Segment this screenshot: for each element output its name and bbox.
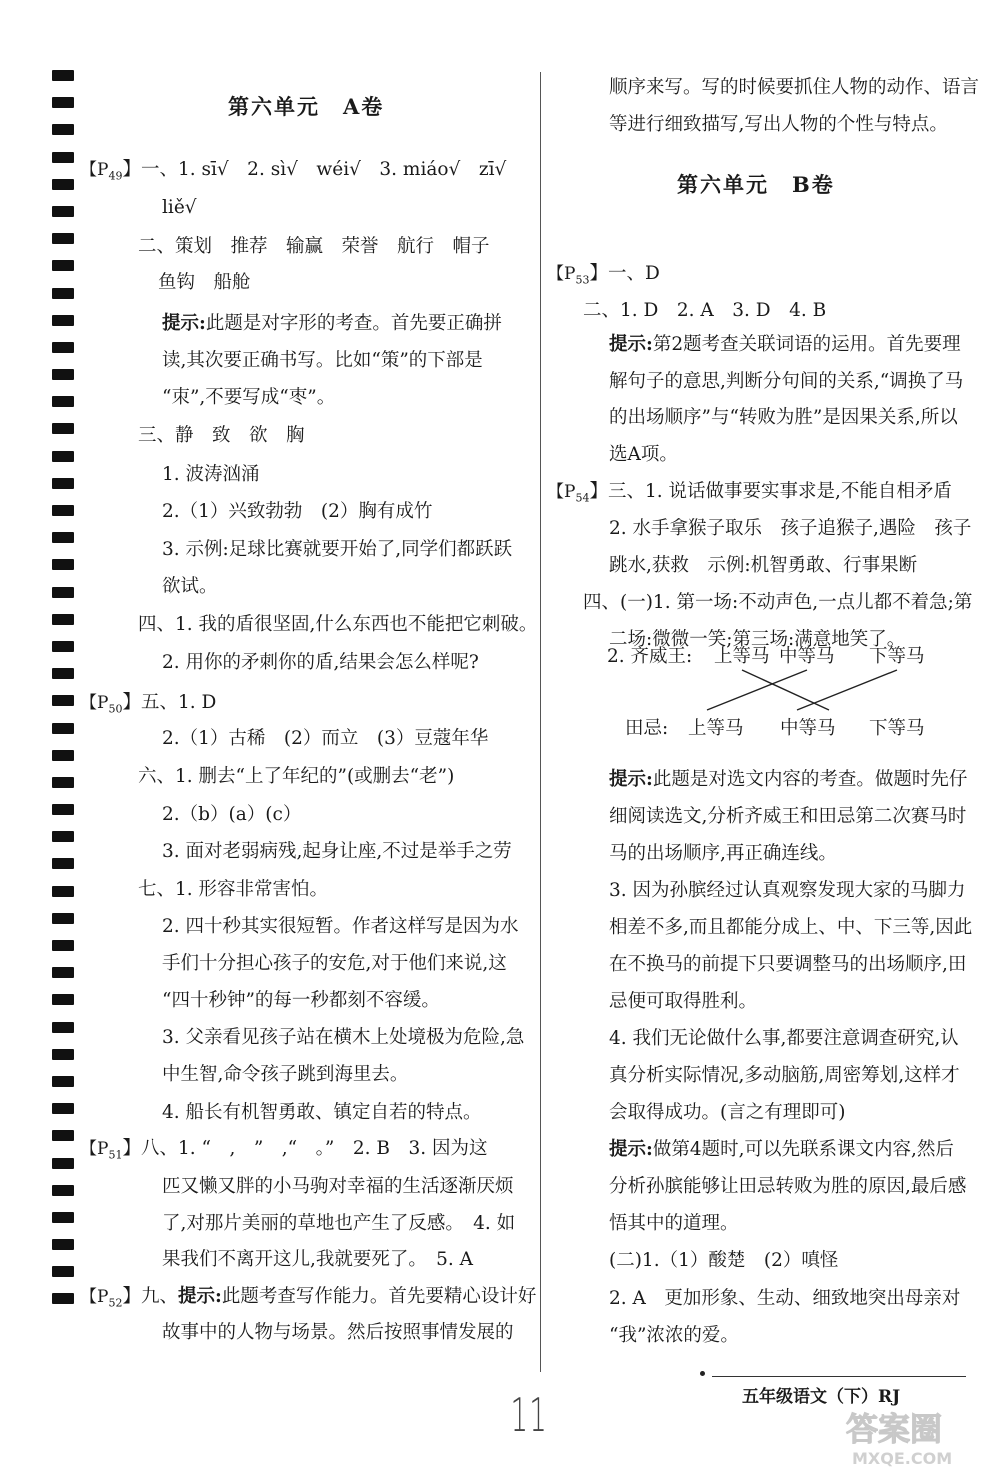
answer-line (609, 802, 966, 832)
binding-mark (52, 451, 74, 462)
answer-line (138, 232, 490, 262)
svg-text:答案圈: 答案圈 (846, 1410, 943, 1448)
binding-mark (52, 723, 74, 734)
binding-mark (52, 478, 74, 489)
line-text: 2.（1）古稀 (2）而立 (3）豆蔻年华 (162, 728, 489, 749)
line-text: 二场:微微一笑;第三场:满意地笑了。 (609, 629, 906, 650)
binding-mark (52, 342, 74, 353)
line-text-tail: 此题考查写作能力。首先要精心设计好 (221, 1286, 537, 1307)
answer-line (162, 309, 502, 339)
page-tag: 【$P_{51}$ (80, 1139, 123, 1162)
answer-line (162, 986, 440, 1016)
line-text: 果我们不离开这儿,我就要死了。 5. A (162, 1249, 474, 1270)
line-text: 】三、1. 说话做事要实事求是,不能自相矛盾 (589, 481, 952, 502)
line-text: 了,对那片美丽的草地也产生了反感。 4. 如 (162, 1213, 516, 1234)
answer-line (609, 1321, 739, 1351)
page-tag: 【$P_{50}$ (80, 693, 123, 716)
answer-line (609, 1172, 966, 1202)
answer-line (609, 1024, 959, 1054)
answer-line (162, 949, 507, 979)
hint-label: 提示: (177, 1286, 222, 1307)
binding-mark (52, 369, 74, 380)
answer-line (609, 1209, 739, 1239)
answer-line (80, 1134, 488, 1170)
answer-line (609, 987, 757, 1017)
line-text: 做第4题时,可以先联系课文内容,然后 (652, 1139, 954, 1160)
binding-mark (52, 1293, 74, 1304)
answer-line (609, 913, 972, 943)
answer-line (162, 837, 512, 867)
line-text: 3. 示例:足球比赛就要开始了,同学们都跃跃 (162, 539, 513, 560)
binding-mark (52, 695, 74, 706)
line-text: 真分析实际情况,多动脑筋,周密筹划,这样才 (609, 1065, 960, 1086)
king-label: 2. 齐威王: (607, 646, 693, 667)
answer-line (609, 1098, 845, 1128)
page-tag: 【$P_{52}$ (80, 1287, 123, 1310)
binding-mark (52, 994, 74, 1005)
answer-line (609, 1061, 960, 1091)
answer-line (138, 421, 305, 451)
line-text: 4. 我们无论做什么事,都要注意调查研究,认 (609, 1028, 959, 1049)
binding-mark (52, 967, 74, 978)
line-text: 二、策划 推荐 输赢 荣誉 航行 帽子 (138, 236, 490, 257)
answer-line (609, 765, 967, 795)
binding-mark (52, 315, 74, 326)
answer-line (162, 535, 512, 565)
binding-mark (52, 886, 74, 897)
answer-line (162, 1098, 482, 1128)
answer-line (609, 876, 966, 906)
answer-line (162, 497, 432, 527)
line-text: 分析孙膑能够让田忌转败为胜的原因,最后感 (609, 1176, 967, 1197)
line-text: 手们十分担心孩子的安危,对于他们来说,这 (162, 953, 507, 974)
binding-mark (52, 124, 74, 135)
answer-line (162, 193, 197, 223)
binding-mark (52, 260, 74, 271)
answer-line (162, 1245, 473, 1275)
binding-mark (52, 97, 74, 108)
answer-line (80, 688, 216, 724)
line-text: 2. 水手拿猴子取乐 孩子追猴子,遇险 孩子 (609, 518, 972, 539)
binding-mark (52, 614, 74, 625)
line-text: 鱼钩 船舱 (158, 272, 251, 293)
answer-line (162, 460, 260, 490)
binding-mark (52, 423, 74, 434)
answer-line (162, 346, 483, 376)
line-text: 马的出场顺序,再正确连线。 (609, 843, 837, 864)
watermark-logo (838, 1400, 988, 1472)
line-text: 三、静 致 欲 胸 (138, 425, 305, 446)
line-text: 】九、 (122, 1286, 178, 1307)
line-text: 1. 波涛汹涌 (162, 464, 260, 485)
line-text: 会取得成功。(言之有理即可) (609, 1102, 846, 1123)
binding-margin (52, 70, 76, 1321)
answer-line (138, 610, 537, 640)
line-text: 此题是对选文内容的考查。做题时先仔 (652, 769, 968, 790)
binding-mark (52, 532, 74, 543)
line-text: 七、1. 形容非常害怕。 (138, 879, 329, 900)
line-text: “四十秒钟”的每一秒都刻不容缓。 (162, 990, 440, 1011)
answer-line (609, 1135, 954, 1165)
binding-mark (52, 858, 74, 869)
binding-mark (52, 206, 74, 217)
binding-mark (52, 1158, 74, 1169)
binding-mark (52, 559, 74, 570)
line-text: 2. A 更加形象、生动、细致地突出母亲对 (609, 1288, 961, 1309)
hint-label: 提示: (609, 334, 653, 355)
tianji-horse-middle: 中等马 (780, 718, 836, 739)
binding-mark (52, 1212, 74, 1223)
binding-mark (52, 1103, 74, 1114)
answer-line (162, 1172, 514, 1202)
binding-mark (52, 750, 74, 761)
link-line-2 (707, 670, 807, 710)
line-text: “我”浓浓的爱。 (609, 1325, 739, 1346)
line-text: “朿”,不要写成“枣”。 (162, 387, 336, 408)
binding-mark (52, 1239, 74, 1250)
section-title: 第六单元 A卷 (228, 94, 385, 119)
column-divider (540, 72, 541, 1372)
binding-mark (52, 505, 74, 516)
answer-line (80, 1282, 536, 1318)
line-text: 的出场顺序”与“转败为胜”是因果关系,所以 (609, 407, 958, 428)
line-text: 2.（b）(a）(c） (162, 804, 302, 825)
hint-label: 提示: (162, 313, 206, 334)
line-text: 四、1. 我的盾很坚固,什么东西也不能把它刺破。 (138, 614, 538, 635)
footer-grade-label: 五年级语文（下）RJ (742, 1387, 901, 1407)
king-horse-middle: 中等马 (779, 646, 835, 667)
tianji-label: 田忌: (625, 718, 669, 739)
binding-mark (52, 179, 74, 190)
line-text: liě√ (162, 197, 197, 218)
answer-line (162, 1209, 515, 1239)
line-text: 六、1. 删去“上了年纪的”(或删去“老”) (138, 766, 455, 787)
line-text: 细阅读选文,分析齐威王和田忌第二次赛马时 (609, 806, 967, 827)
answer-line (609, 950, 966, 980)
link-line-3 (797, 670, 897, 710)
answer-line (138, 762, 454, 792)
answer-line (609, 1246, 838, 1276)
line-text: 】一、1. sī√ 2. sì√ wéi√ 3. miáo√ zī√ (122, 159, 507, 180)
binding-mark (52, 288, 74, 299)
answer-line (162, 1060, 408, 1090)
binding-mark (52, 940, 74, 951)
answer-line (162, 1318, 514, 1348)
tianji-horse-bottom: 下等马 (869, 718, 925, 739)
line-text: 相差不多,而且都能分成上、中、下三等,因此 (609, 917, 973, 938)
answer-line (158, 268, 251, 298)
binding-mark (52, 831, 74, 842)
line-text: 3. 父亲看见孩子站在横木上处境极为危险,急 (162, 1027, 525, 1048)
answer-line (162, 572, 218, 602)
answer-line (609, 839, 837, 869)
binding-mark (52, 587, 74, 598)
line-text: 4. 船长有机智勇敢、镇定自若的特点。 (162, 1102, 482, 1123)
line-text: 选A项。 (609, 444, 678, 465)
footer-rule (712, 1376, 966, 1377)
line-text: 】一、D (589, 263, 660, 284)
line-text: 2.（1）兴致勃勃 (2）胸有成竹 (162, 501, 433, 522)
binding-mark (52, 1022, 74, 1033)
line-text: 忌便可取得胜利。 (609, 991, 758, 1012)
binding-mark (52, 777, 74, 788)
binding-mark (52, 641, 74, 652)
footer-dot (700, 1371, 705, 1376)
page-number: 11 (510, 1388, 549, 1442)
hint-label: 提示: (609, 769, 653, 790)
line-text: 读,其次要正确书写。比如“策”的下部是 (162, 350, 483, 371)
line-text: 中生智,命令孩子跳到海里去。 (162, 1064, 409, 1085)
answer-line (80, 155, 506, 191)
line-text: 2. 四十秒其实很短暂。作者这样写是因为水 (162, 916, 519, 937)
line-text: 此题是对字形的考查。首先要正确拼 (205, 313, 502, 334)
binding-mark (52, 1049, 74, 1060)
line-text: 解句子的意思,判断分句间的关系,“调换了马 (609, 371, 964, 392)
answer-line (138, 875, 328, 905)
page-tag: 【$P_{54}$ (547, 482, 590, 505)
tianji-horse-top: 上等马 (688, 718, 744, 739)
answer-line (162, 648, 479, 678)
line-text: 四、(一)1. 第一场:不动声色,一点儿都不着急;第 (583, 592, 973, 613)
line-text: 悟其中的道理。 (609, 1213, 739, 1234)
binding-mark (52, 396, 74, 407)
page-tag: 【$P_{53}$ (547, 264, 590, 287)
binding-mark (52, 1266, 74, 1277)
line-text: 3. 因为孙膑经过认真观察发现大家的马脚力 (609, 880, 966, 901)
binding-mark (52, 1076, 74, 1087)
line-text: 匹又懒又胖的小马驹对幸福的生活逐渐厌烦 (162, 1176, 514, 1197)
line-text: 】五、1. D (122, 692, 217, 713)
binding-mark (52, 1185, 74, 1196)
binding-mark (52, 913, 74, 924)
answer-line (162, 1023, 524, 1053)
binding-mark (52, 152, 74, 163)
binding-mark (52, 233, 74, 244)
answer-line (162, 912, 519, 942)
binding-mark (52, 1130, 74, 1141)
section-title: 第六单元 B卷 (677, 172, 835, 197)
line-text: 故事中的人物与场景。然后按照事情发展的 (162, 1322, 514, 1343)
page-tag: 【$P_{49}$ (80, 160, 123, 183)
line-text: 跳水,获救 示例:机智勇敢、行事果断 (609, 555, 918, 576)
hint-label: 提示: (609, 1139, 653, 1160)
svg-text:MXQE.COM: MXQE.COM (852, 1449, 953, 1468)
line-text: 顺序来写。写的时候要抓住人物的动作、语言 (609, 77, 980, 98)
answer-line (162, 383, 335, 413)
king-horse-bottom: 下等马 (869, 646, 925, 667)
answer-line (162, 724, 488, 754)
line-text: (二)1.（1）酸楚 (2）嗔怪 (609, 1250, 839, 1271)
answer-line (609, 1284, 960, 1314)
binding-mark (52, 668, 74, 679)
matching-lines (557, 0, 982, 760)
binding-mark (52, 804, 74, 815)
line-text: 二、1. D 2. A 3. D 4. B (583, 300, 827, 321)
line-text: 在不换马的前提下只要调整马的出场顺序,田 (609, 954, 967, 975)
line-text: 第2题考查关联词语的运用。首先要理 (652, 334, 961, 355)
line-text: 欲试。 (162, 576, 218, 597)
link-line-1 (742, 670, 829, 710)
king-horse-top: 上等马 (714, 646, 770, 667)
line-text: 】八、1. “ , ” ,“ 。” 2. B 3. 因为这 (122, 1138, 488, 1159)
line-text: 等进行细致描写,写出人物的个性与特点。 (609, 114, 948, 135)
answer-line (162, 800, 301, 830)
line-text: 3. 面对老弱病残,起身让座,不过是举手之劳 (162, 841, 512, 862)
binding-mark (52, 70, 74, 81)
line-text: 2. 用你的矛刺你的盾,结果会怎么样呢? (162, 652, 479, 673)
